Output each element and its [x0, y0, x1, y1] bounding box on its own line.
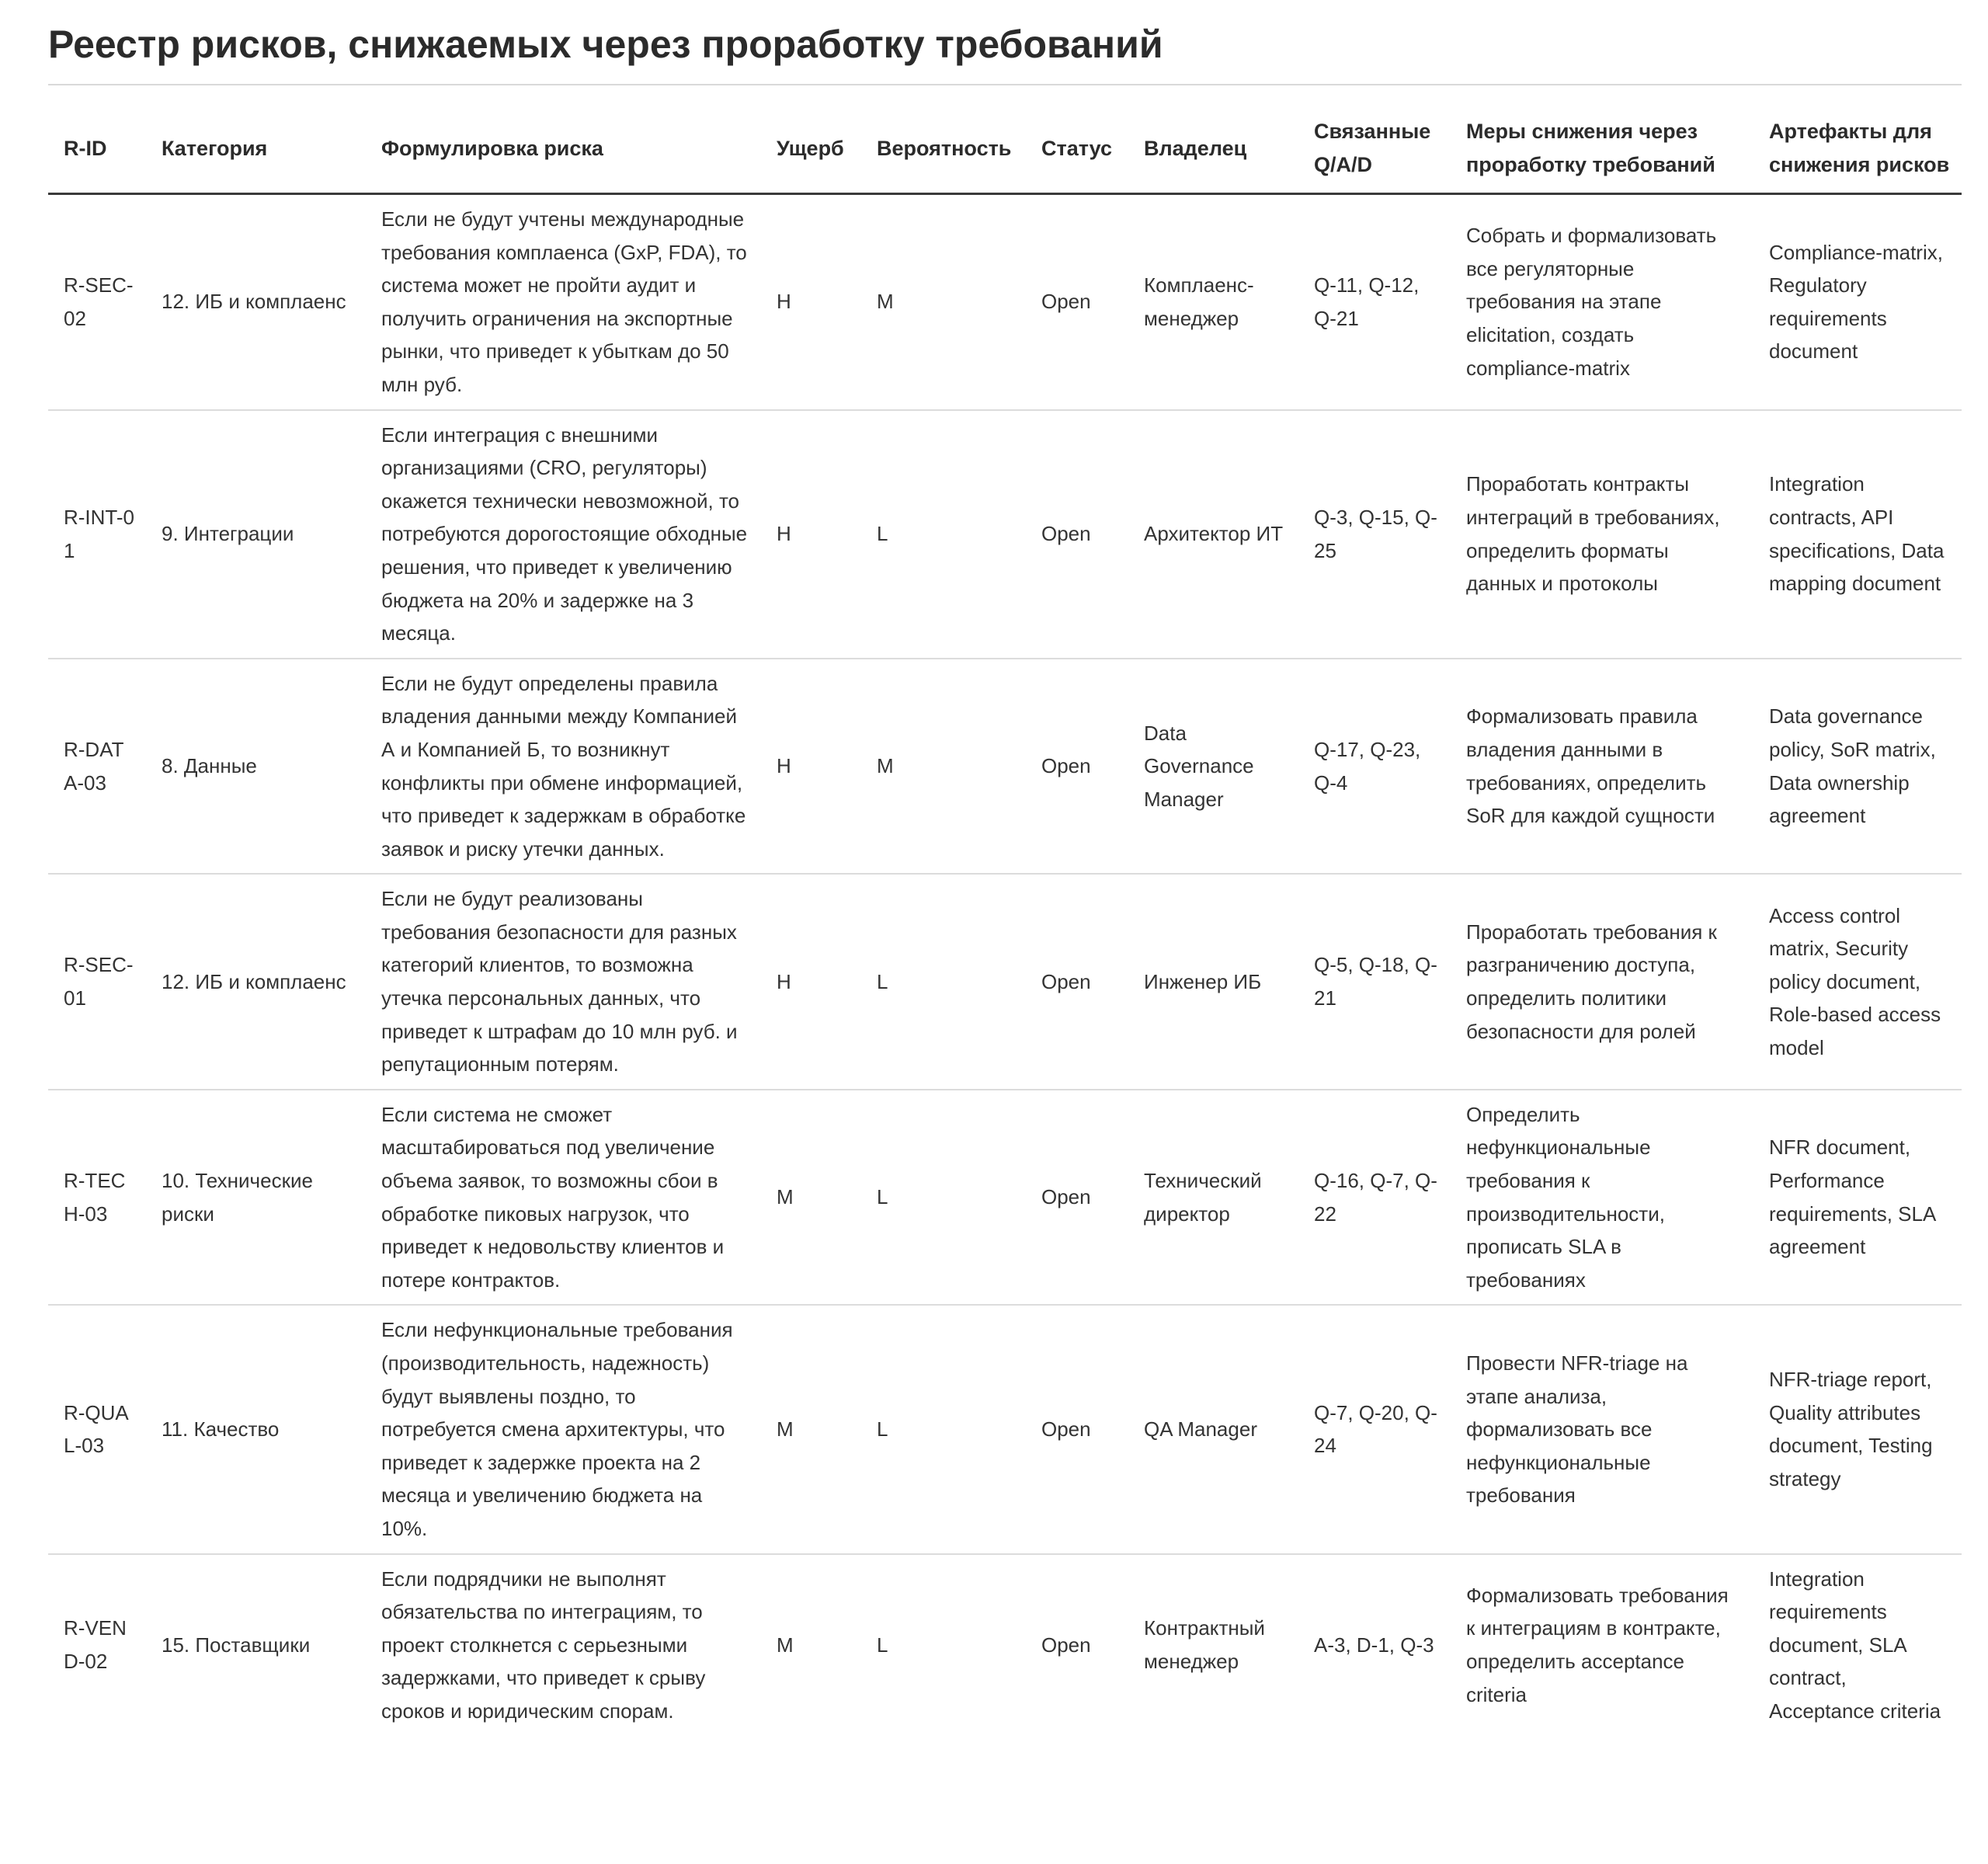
- cell-status: Open: [1026, 410, 1128, 659]
- cell-probability: L: [861, 1090, 1026, 1306]
- table-row: [48, 194, 1962, 410]
- table-row: [48, 874, 1962, 1090]
- cell-risk: Если не будут определены правила владения данными между Компанией А и Компанией Б, то возникнут конфликты при обмене информацией, что приведет к задержкам в обработке заявок и риску утечки данных.: [366, 659, 761, 875]
- cell-rid: R-SEC-01: [48, 874, 146, 1090]
- header-artifacts: Артефакты для снижения рисков: [1753, 101, 1962, 194]
- cell-artifacts: Integration requirements document, SLA contract, Acceptance criteria: [1769, 1567, 1941, 1723]
- cell-measures: Провести NFR-triage на этапе анализа, формализовать все нефункциональные требования: [1451, 1305, 1753, 1553]
- header-status: Статус: [1026, 101, 1128, 194]
- cell-probability: L: [861, 874, 1026, 1090]
- cell-status: Open: [1026, 1305, 1128, 1553]
- cell-category: 15. Поставщики: [162, 1633, 311, 1657]
- cell-damage: H: [761, 194, 861, 410]
- table-row: [48, 659, 1962, 875]
- cell-artifacts: Compliance-matrix, Regulatory requirements document: [1753, 194, 1962, 410]
- table-row: [48, 1305, 1962, 1553]
- cell-probability: M: [861, 194, 1026, 410]
- header-probability: Вероятность: [861, 101, 1026, 194]
- header-category: Категория: [146, 101, 366, 194]
- cell-risk: Если не будут учтены международные требования комплаенса (GxP, FDA), то система может не пройти аудит и получить ограничения на экспортные рынки, что приведет к убыткам до 50 млн руб.: [366, 194, 761, 410]
- table-header: [48, 101, 1962, 194]
- cell-rid: R-QUAL-03: [48, 1305, 146, 1553]
- cell-risk: Если подрядчики не выполнят обязательства по интеграциям, то проект столкнется с серьезными задержками, что приведет к срыву сроков и юридическим спорам.: [381, 1567, 706, 1723]
- cell-measures: Формализовать правила владения данными в требованиях, определить SoR для каждой сущности: [1451, 659, 1753, 875]
- cell-links: Q-17, Q-23, Q-4: [1298, 659, 1451, 875]
- cell-rid: R-INT-01: [48, 410, 146, 659]
- cell-rid: R-DATA-03: [48, 659, 146, 875]
- header-owner: Владелец: [1128, 101, 1298, 194]
- cell-category: 12. ИБ и комплаенс: [146, 874, 366, 1090]
- cell-damage: H: [761, 874, 861, 1090]
- cell-owner: Комплаенс-менеджер: [1128, 194, 1298, 410]
- cell-links: Q-3, Q-15, Q-25: [1298, 410, 1451, 659]
- cell-category: 9. Интеграции: [146, 410, 366, 659]
- cell-status: Open: [1026, 874, 1128, 1090]
- cell-owner: Data Governance Manager: [1128, 659, 1298, 875]
- cell-risk: Если нефункциональные требования (производительность, надежность) будут выявлены поздно, то потребуется смена архитектуры, что приведет к задержке проекта на 2 месяца и увеличению бюджета на 10%.: [366, 1305, 761, 1553]
- cell-risk: Если не будут реализованы требования безопасности для разных категорий клиентов, то возможна утечка персональных данных, что приведет к штрафам до 10 млн руб. и репутационным потерям.: [366, 874, 761, 1090]
- cell-damage: H: [761, 659, 861, 875]
- header-row: [48, 101, 1962, 194]
- table-row: [48, 1090, 1962, 1306]
- cell-artifacts: NFR-triage report, Quality attributes document, Testing strategy: [1753, 1305, 1962, 1553]
- cell-links: Q-5, Q-18, Q-21: [1298, 874, 1451, 1090]
- header-rid: R-ID: [48, 101, 146, 194]
- cell-owner: Инженер ИБ: [1128, 874, 1298, 1090]
- cell-measures: Проработать требования к разграничению доступа, определить политики безопасности для ролей: [1451, 874, 1753, 1090]
- cell-damage: H: [761, 410, 861, 659]
- cell-rid: R-TECH-03: [48, 1090, 146, 1306]
- cell-rid: R-VEND-02: [64, 1616, 127, 1674]
- cell-category: 11. Качество: [146, 1305, 366, 1553]
- header-measures: Меры снижения через проработку требований: [1451, 101, 1753, 194]
- table-body: [48, 194, 1962, 1736]
- cell-owner: Контрактный менеджер: [1144, 1616, 1265, 1674]
- cell-artifacts: NFR document, Performance requirements, SLA agreement: [1753, 1090, 1962, 1306]
- cell-links: Q-11, Q-12, Q-21: [1298, 194, 1451, 410]
- cell-links: Q-7, Q-20, Q-24: [1298, 1305, 1451, 1553]
- cell-measures: Определить нефункциональные требования к производительности, прописать SLA в требованиях: [1451, 1090, 1753, 1306]
- cell-probability: M: [861, 659, 1026, 875]
- cell-status: Open: [1041, 1633, 1091, 1657]
- cell-artifacts: Data governance policy, SoR matrix, Data ownership agreement: [1753, 659, 1962, 875]
- header-risk: Формулировка риска: [366, 101, 761, 194]
- cell-measures: Собрать и формализовать все регуляторные требования на этапе elicitation, создать compliance-matrix: [1451, 194, 1753, 410]
- risk-register-table: [48, 101, 1962, 1736]
- cell-status: Open: [1026, 659, 1128, 875]
- cell-rid: R-SEC-02: [48, 194, 146, 410]
- cell-artifacts: Integration contracts, API specifications, Data mapping document: [1753, 410, 1962, 659]
- cell-status: Open: [1026, 1090, 1128, 1306]
- cell-owner: QA Manager: [1128, 1305, 1298, 1553]
- header-damage: Ущерб: [761, 101, 861, 194]
- cell-owner: Архитектор ИТ: [1128, 410, 1298, 659]
- cell-links: Q-16, Q-7, Q-22: [1298, 1090, 1451, 1306]
- cell-status: Open: [1026, 194, 1128, 410]
- cell-category: 10. Технические риски: [146, 1090, 366, 1306]
- table-row: [48, 1554, 1962, 1736]
- cell-risk: Если интеграция с внешними организациями (CRO, регуляторы) окажется технически невозможной, то потребуются дорогостоящие обходные решения, что приведет к увеличению бюджета на 20% и задержке на 3 месяца.: [366, 410, 761, 659]
- header-links: Связанные Q/A/D: [1298, 101, 1451, 194]
- cell-probability: L: [861, 410, 1026, 659]
- cell-risk: Если система не сможет масштабироваться под увеличение объема заявок, то возможны сбои в обработке пиковых нагрузок, что приведет к недовольству клиентов и потере контрактов.: [366, 1090, 761, 1306]
- table-row: [48, 410, 1962, 659]
- cell-links: A-3, D-1, Q-3: [1314, 1633, 1434, 1657]
- cell-artifacts: Access control matrix, Security policy document, Role-based access model: [1753, 874, 1962, 1090]
- page-title: Реестр рисков, снижаемых через проработку требований: [48, 20, 1962, 85]
- cell-owner: Технический директор: [1128, 1090, 1298, 1306]
- cell-damage: M: [761, 1090, 861, 1306]
- cell-measures: Формализовать требования к интеграциям в контракте, определить acceptance criteria: [1466, 1583, 1729, 1706]
- cell-measures: Проработать контракты интеграций в требованиях, определить форматы данных и протоколы: [1451, 410, 1753, 659]
- cell-damage: M: [761, 1305, 861, 1553]
- cell-category: 8. Данные: [146, 659, 366, 875]
- cell-probability: L: [861, 1305, 1026, 1553]
- cell-probability: L: [877, 1633, 888, 1657]
- cell-damage: M: [777, 1633, 794, 1657]
- cell-category: 12. ИБ и комплаенс: [146, 194, 366, 410]
